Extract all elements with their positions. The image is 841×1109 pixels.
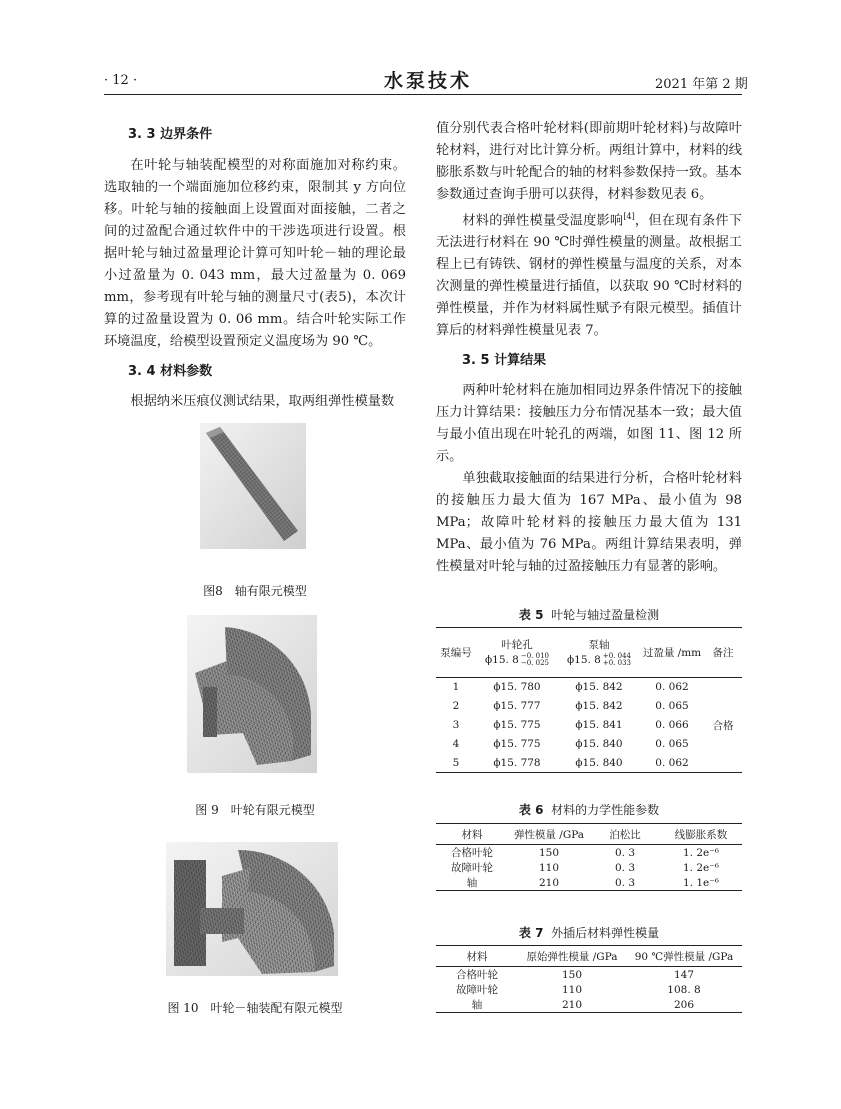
page-number: · 12 ·: [104, 73, 138, 88]
table-cell: 故障叶轮: [456, 984, 498, 996]
table-5-header: 泵编号: [440, 647, 472, 659]
figure-8-shaft-mesh: [200, 423, 306, 549]
table-cell: 0. 3: [614, 876, 636, 889]
table-7-header: 原始弹性模量 /GPa: [526, 950, 618, 963]
section-3-5-title: 3. 5 计算结果: [462, 353, 547, 369]
table-cell: 1. 1e⁻⁶: [682, 876, 719, 889]
table-cell: 108. 8: [667, 983, 701, 996]
table-7-header: 材料: [466, 950, 488, 963]
table-row: [436, 845, 742, 861]
hole-tolerance: [476, 653, 558, 668]
table-cell: 210: [538, 876, 560, 889]
table-5: [436, 627, 742, 773]
table-5-caption: [436, 606, 742, 623]
table-row: [436, 982, 742, 997]
table-cell: 0. 066: [655, 719, 689, 731]
table-cell: ϕ15. 775: [493, 738, 541, 750]
table-cell: 110: [538, 861, 560, 874]
shaft-tolerance-base: ϕ15. 8: [566, 653, 601, 666]
table-6-header: 弹性模量 /GPa: [513, 828, 585, 841]
table-cell: 210: [561, 998, 583, 1011]
hole-tolerance-base: ϕ15. 8: [484, 653, 519, 666]
table-6-caption: [436, 801, 742, 818]
right-paragraph-2: [436, 206, 742, 342]
table-cell: ϕ15. 842: [575, 681, 623, 694]
table-5-header: 备注: [712, 647, 734, 659]
table-cell: 合格叶轮: [451, 847, 493, 859]
table-cell: 1: [452, 681, 460, 694]
table-row: [436, 697, 742, 716]
table-7-caption: [436, 924, 742, 941]
table-7-header: 90 ℃弹性模量 /GPa: [634, 950, 734, 963]
table-cell: 故障叶轮: [451, 862, 493, 874]
table-cell: 1. 2e⁻⁶: [682, 861, 719, 874]
table-5-label: 表 5: [518, 608, 544, 622]
table-row: [436, 860, 742, 875]
section-3-3-paragraph: 在叶轮与轴装配模型的对称面施加对称约束。选取轴的一个端面施加位移约束，限制其 y 方向位移。叶轮与轴的接触面上设置面对面接触，二者之间的过盈配合通过软件中的干涉选项进行设置。根据叶轮与轴过盈量理论计算可知叶轮－轴的理论最小过盈量为 0. 043 mm，最大过盈量为 0. 069 mm，参考现有叶轮与轴的测量尺寸(表5)，本次计算的过盈量设置为 0. 06 mm。结合叶轮实际工作环境温度，给模型设置预定义温度场为 90 ℃。: [104, 158, 406, 349]
table-cell: 0. 065: [655, 700, 689, 712]
table-cell: 150: [538, 846, 560, 859]
table-cell: 4: [452, 738, 460, 750]
table-6-label: 表 6: [518, 803, 544, 817]
table-row: [436, 967, 742, 983]
table-cell: 0. 065: [655, 738, 689, 750]
table-5-header-row: [436, 628, 742, 678]
figure-10-assembly-mesh: [166, 842, 338, 976]
header-rule: [104, 94, 742, 95]
hole-tolerance-upper: −0. 010: [520, 651, 549, 660]
table-cell: ϕ15. 778: [493, 756, 541, 769]
table-5-header: [476, 628, 558, 678]
table-5-header: [558, 628, 640, 678]
section-3-4-paragraph: 根据纳米压痕仪测试结果，取两组弹性模量数: [130, 394, 395, 409]
table-7-title: 外插后材料弹性模量: [551, 926, 660, 940]
table-5-header-hole: 叶轮孔: [501, 638, 533, 651]
section-3-3-title: 3. 3 边界条件: [128, 127, 213, 142]
figure-8-caption: 图8 轴有限元模型: [203, 584, 307, 598]
table-5-remark: 合格: [712, 719, 734, 732]
citation-4: [4]: [623, 212, 635, 221]
issue-label: 2021 年第 2 期: [655, 77, 748, 92]
figure-9-impeller-mesh: [187, 615, 317, 773]
journal-logo: 水泵技术: [384, 70, 473, 92]
section-3-4-title: 3. 4 材料参数: [128, 364, 213, 379]
table-cell: 0. 062: [655, 756, 689, 769]
right-paragraph-1: 值分别代表合格叶轮材料(即前期叶轮材料)与故障叶轮材料，进行对比计算分析。两组计算中，材料的线膨胀系数与叶轮配合的轴的材料参数保持一致。基本参数通过查询手册可以获得，材料参数见表 6。: [436, 121, 742, 202]
table-6-header: 线膨胀系数: [674, 828, 728, 841]
table-cell: 轴: [466, 877, 478, 889]
table-cell: 0. 062: [655, 681, 689, 694]
table-row: [436, 678, 742, 697]
shaft-tolerance-upper: +0. 044: [602, 651, 631, 660]
hole-tolerance-lower: −0. 025: [520, 658, 549, 667]
table-row: [436, 735, 742, 754]
table-6-header: 材料: [461, 828, 483, 841]
right-paragraph-4: 单独截取接触面的结果进行分析，合格叶轮材料的接触压力最大值为 167 MPa、最小值为 98 MPa；故障叶轮材料的接触压力最大值为 131 MPa、最小值为 76 MPa。两组计算结果表明，弹性模量对叶轮与轴的过盈接触压力有显著的影响。: [436, 471, 742, 575]
table-5-header-shaft: 泵轴: [588, 638, 610, 651]
table-row: [436, 716, 742, 735]
right-column-text: [436, 118, 742, 578]
table-row: [436, 997, 742, 1013]
table-cell: ϕ15. 840: [575, 756, 623, 769]
table-cell: ϕ15. 780: [493, 681, 541, 694]
table-cell: 110: [561, 983, 583, 996]
table-cell: 3: [452, 719, 460, 731]
table-cell: ϕ15. 842: [575, 700, 623, 712]
table-cell: 轴: [471, 999, 483, 1011]
table-6-header: 泊松比: [609, 828, 641, 841]
table-5-header: 过盈量 /mm: [642, 647, 702, 659]
table-cell: ϕ15. 777: [493, 700, 541, 712]
table-6: [436, 823, 742, 891]
table-row: [436, 875, 742, 891]
right-paragraph-2-part-b: ，但在现有条件下无法进行材料在 90 ℃时弹性模量的测量。故根据工程上已有铸铁、钢材的弹性模量与温度的关系，对本次测量的弹性模量进行插值，以获取 90 ℃时材料的弹性模量，并作为材料属性赋予有限元模型。插值计算后的材料弹性模量见表 7。: [436, 213, 743, 339]
table-cell: 0. 3: [614, 861, 636, 874]
table-cell: 5: [452, 756, 460, 769]
shaft-tolerance: [558, 653, 640, 668]
table-cell: 147: [673, 968, 695, 981]
table-cell: ϕ15. 841: [575, 719, 623, 731]
right-paragraph-2-part-a: 材料的弹性模量受温度影响: [462, 213, 624, 229]
figure-10-caption: 图 10 叶轮－轴装配有限元模型: [167, 1001, 343, 1015]
table-cell: ϕ15. 775: [493, 719, 541, 731]
figure-9-caption: 图 9 叶轮有限元模型: [195, 803, 315, 817]
table-cell: 150: [561, 968, 583, 981]
right-paragraph-3: 两种叶轮材料在施加相同边界条件情况下的接触压力计算结果：接触压力分布情况基本一致；最大值与最小值出现在叶轮孔的两端，如图 11、图 12 所示。: [436, 383, 742, 465]
table-6-title: 材料的力学性能参数: [551, 803, 660, 817]
table-5-title: 叶轮与轴过盈量检测: [551, 608, 660, 622]
table-cell: 合格叶轮: [456, 969, 498, 981]
shaft-tolerance-lower: +0. 033: [602, 658, 631, 667]
table-7-header-row: [436, 946, 742, 967]
table-7-label: 表 7: [518, 926, 544, 940]
table-cell: ϕ15. 840: [575, 738, 623, 750]
table-7: [436, 945, 742, 1013]
table-6-header-row: [436, 824, 742, 845]
left-column-text: [104, 124, 406, 413]
table-cell: 206: [673, 998, 695, 1011]
table-row: [436, 754, 742, 773]
table-cell: 1. 2e⁻⁶: [682, 846, 719, 859]
table-cell: 0. 3: [614, 846, 636, 859]
table-cell: 2: [452, 700, 460, 712]
